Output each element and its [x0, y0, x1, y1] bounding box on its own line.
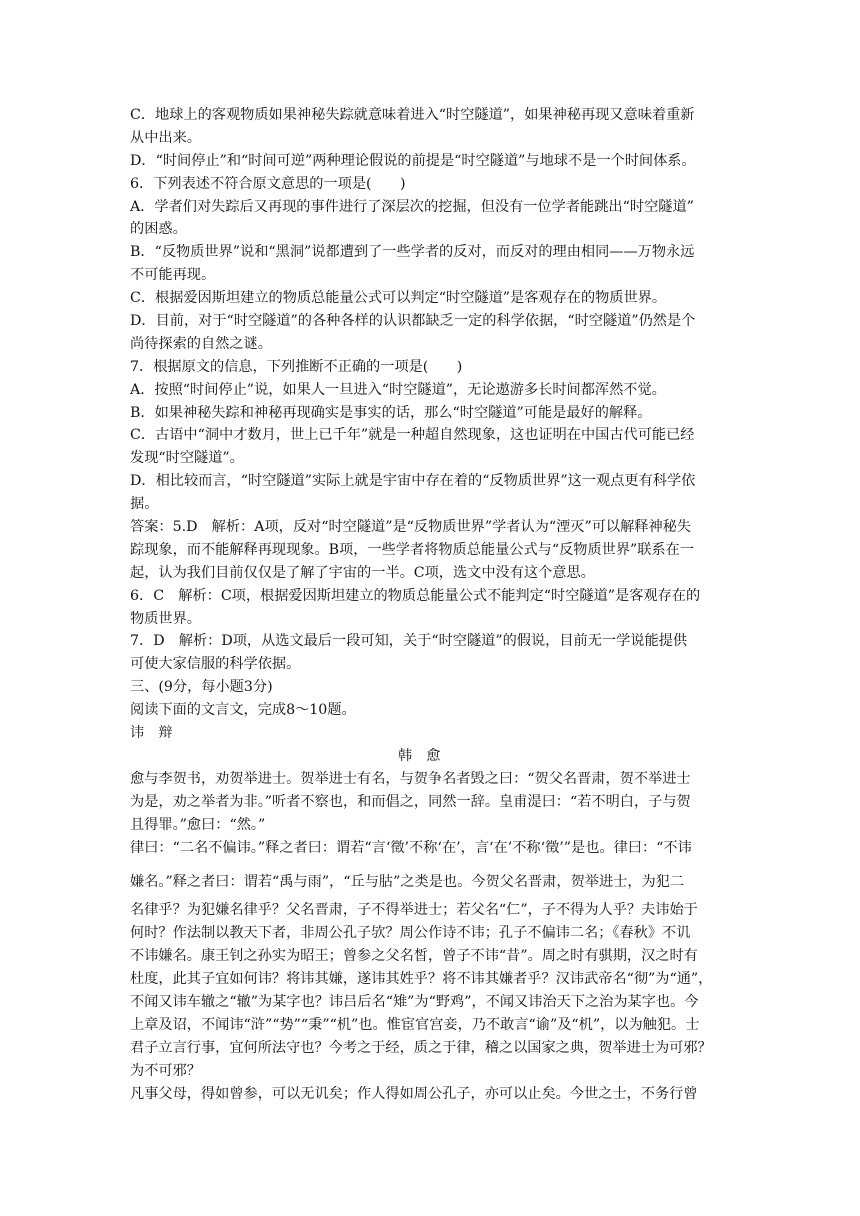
- essay-line: 杜度，此其子宜如何讳？将讳其嫌，遂讳其姓乎？将不讳其嫌者乎？汉讳武帝名“彻”为“通”，: [130, 971, 713, 988]
- question-7: 7．根据原文的信息，下列推断不正确的一项是( ): [130, 358, 463, 375]
- option-b: B．“反物质世界”说和“黑洞”说都遭到了一些学者的反对，而反对的理由相同——万物永远: [130, 244, 695, 261]
- text-line: 的困惑。: [130, 221, 187, 238]
- instruction: 阅读下面的文言文，完成8～10题。: [130, 702, 356, 719]
- section-heading: 三、(9分，每小题3分): [130, 679, 273, 696]
- option-c: C．根据爱因斯坦建立的物质总能量公式可以判定“时空隧道”是客观存在的物质世界。: [130, 290, 667, 307]
- option-c: C．古语中“洞中才数月，世上已千年”就是一种超自然现象，这也证明在中国古代可能已经: [130, 427, 695, 444]
- essay-line: 愈与李贺书，劝贺举进士。贺举进士有名，与贺争名者毁之曰：“贺父名晋肃，贺不举进士: [130, 770, 691, 787]
- text-line: D．“时间停止”和“时间可逆”两种理论假说的前提是“时空隧道”与地球不是一个时间体系。: [130, 152, 696, 169]
- essay-line: 凡事父母，得如曾参，可以无讥矣；作人得如周公孔子，亦可以止矣。今世之士，不务行曾: [130, 1085, 698, 1102]
- text-line: 从中出来。: [130, 129, 201, 146]
- answer-line: 踪现象，而不能解释再现现象。B项，一些学者将物质总能量公式与“反物质世界”联系在一: [130, 541, 695, 558]
- text-line: 发现“时空隧道”。: [130, 450, 244, 467]
- essay-line: 君子立言行事，宜何所法守也？今考之于经，质之于律，稽之以国家之典，贺举进士为可邪？: [130, 1039, 712, 1056]
- essay-line: 不讳嫌名。康王钊之孙实为昭王；曾参之父名皙，曾子不讳“昔”。周之时有骐期，汉之时有: [130, 948, 698, 965]
- essay-line: 不闻又讳车辙之“辙”为某字也？讳吕后名“雉”为“野鸡”，不闻又讳治天下之治为某字也。今: [130, 993, 699, 1010]
- essay-line: 且得罪。”愈曰：“然。”: [130, 816, 266, 833]
- essay-line: 何时？作法制以教天下者，非周公孔子欤？周公作诗不讳；孔子不偏讳二名；《春秋》不讥: [130, 925, 691, 942]
- answer-line: 可使大家信服的科学依据。: [130, 656, 301, 673]
- essay-author: 韩愈: [398, 747, 455, 764]
- essay-line: 名律乎？为犯嫌名律乎？父名晋肃，子不得举进士；若父名“仁”，子不得为人乎？夫讳始于: [130, 902, 698, 919]
- option-d: D．目前，对于“时空隧道”的各种各样的认识都缺乏一定的科学依据，“时空隧道”仍然是个: [130, 313, 696, 330]
- answer-line: 7．D 解析：D项，从选文最后一段可知，关于“时空隧道”的假说，目前无一学说能提供: [130, 633, 688, 650]
- essay-line: 为不可邪？: [130, 1062, 201, 1079]
- text-line: 尚待探索的自然之谜。: [130, 335, 272, 352]
- answer-line: 起，认为我们目前仅仅是了解了宇宙的一半。C项，选文中没有这个意思。: [130, 564, 595, 581]
- document-content: [130, 104, 732, 1105]
- answer-line: 答案：5.D 解析：A项，反对“时空隧道”是“反物质世界”学者认为“湮灭”可以解释神秘失: [130, 519, 692, 536]
- text-line: C．地球上的客观物质如果神秘失踪就意味着进入“时空隧道”，如果神秘再现又意味着重新: [130, 107, 695, 123]
- answer-line: 物质世界。: [130, 610, 201, 627]
- option-b: B．如果神秘失踪和神秘再现确实是事实的话，那么“时空隧道”可能是最好的解释。: [130, 404, 652, 421]
- text-line: 不可能再现。: [130, 267, 216, 284]
- text-line: 据。: [130, 496, 159, 513]
- essay-line: 律曰：“二名不偏讳。”释之者曰：谓若“言‘徵’不称‘在’，言‘在’不称‘徵’”是也。律曰：“不讳: [130, 839, 692, 856]
- option-a: A．学者们对失踪后又再现的事件进行了深层次的挖掘，但没有一位学者能跳出“时空隧道”: [130, 198, 694, 215]
- essay-line: 嫌名。”释之者曰：谓若“禹与雨”，“丘与𦙶”之类是也。今贺父名晋肃，贺举进士，为犯二: [130, 874, 685, 891]
- essay-title: 讳 辩: [130, 725, 173, 742]
- essay-line: 上章及诏，不闻讳“浒”“势”“秉”“机”也。惟宦官宫妾，乃不敢言“谕”及“机”，以为触犯。士: [130, 1016, 700, 1033]
- option-a: A．按照“时间停止”说，如果人一旦进入“时空隧道”，无论遨游多长时间都浑然不觉。: [130, 381, 666, 398]
- answer-line: 6．C 解析：C项，根据爱因斯坦建立的物质总能量公式不能判定“时空隧道”是客观存在的: [130, 587, 701, 604]
- question-6: 6．下列表述不符合原文意思的一项是( ): [130, 175, 406, 192]
- option-d: D．相比较而言，“时空隧道”实际上就是宇宙中存在着的“反物质世界”这一观点更有科学依: [130, 473, 696, 490]
- essay-line: 为是，劝之举者为非。”听者不察也，和而倡之，同然一辞。皇甫湜曰：“若不明白，子与贺: [130, 793, 691, 810]
